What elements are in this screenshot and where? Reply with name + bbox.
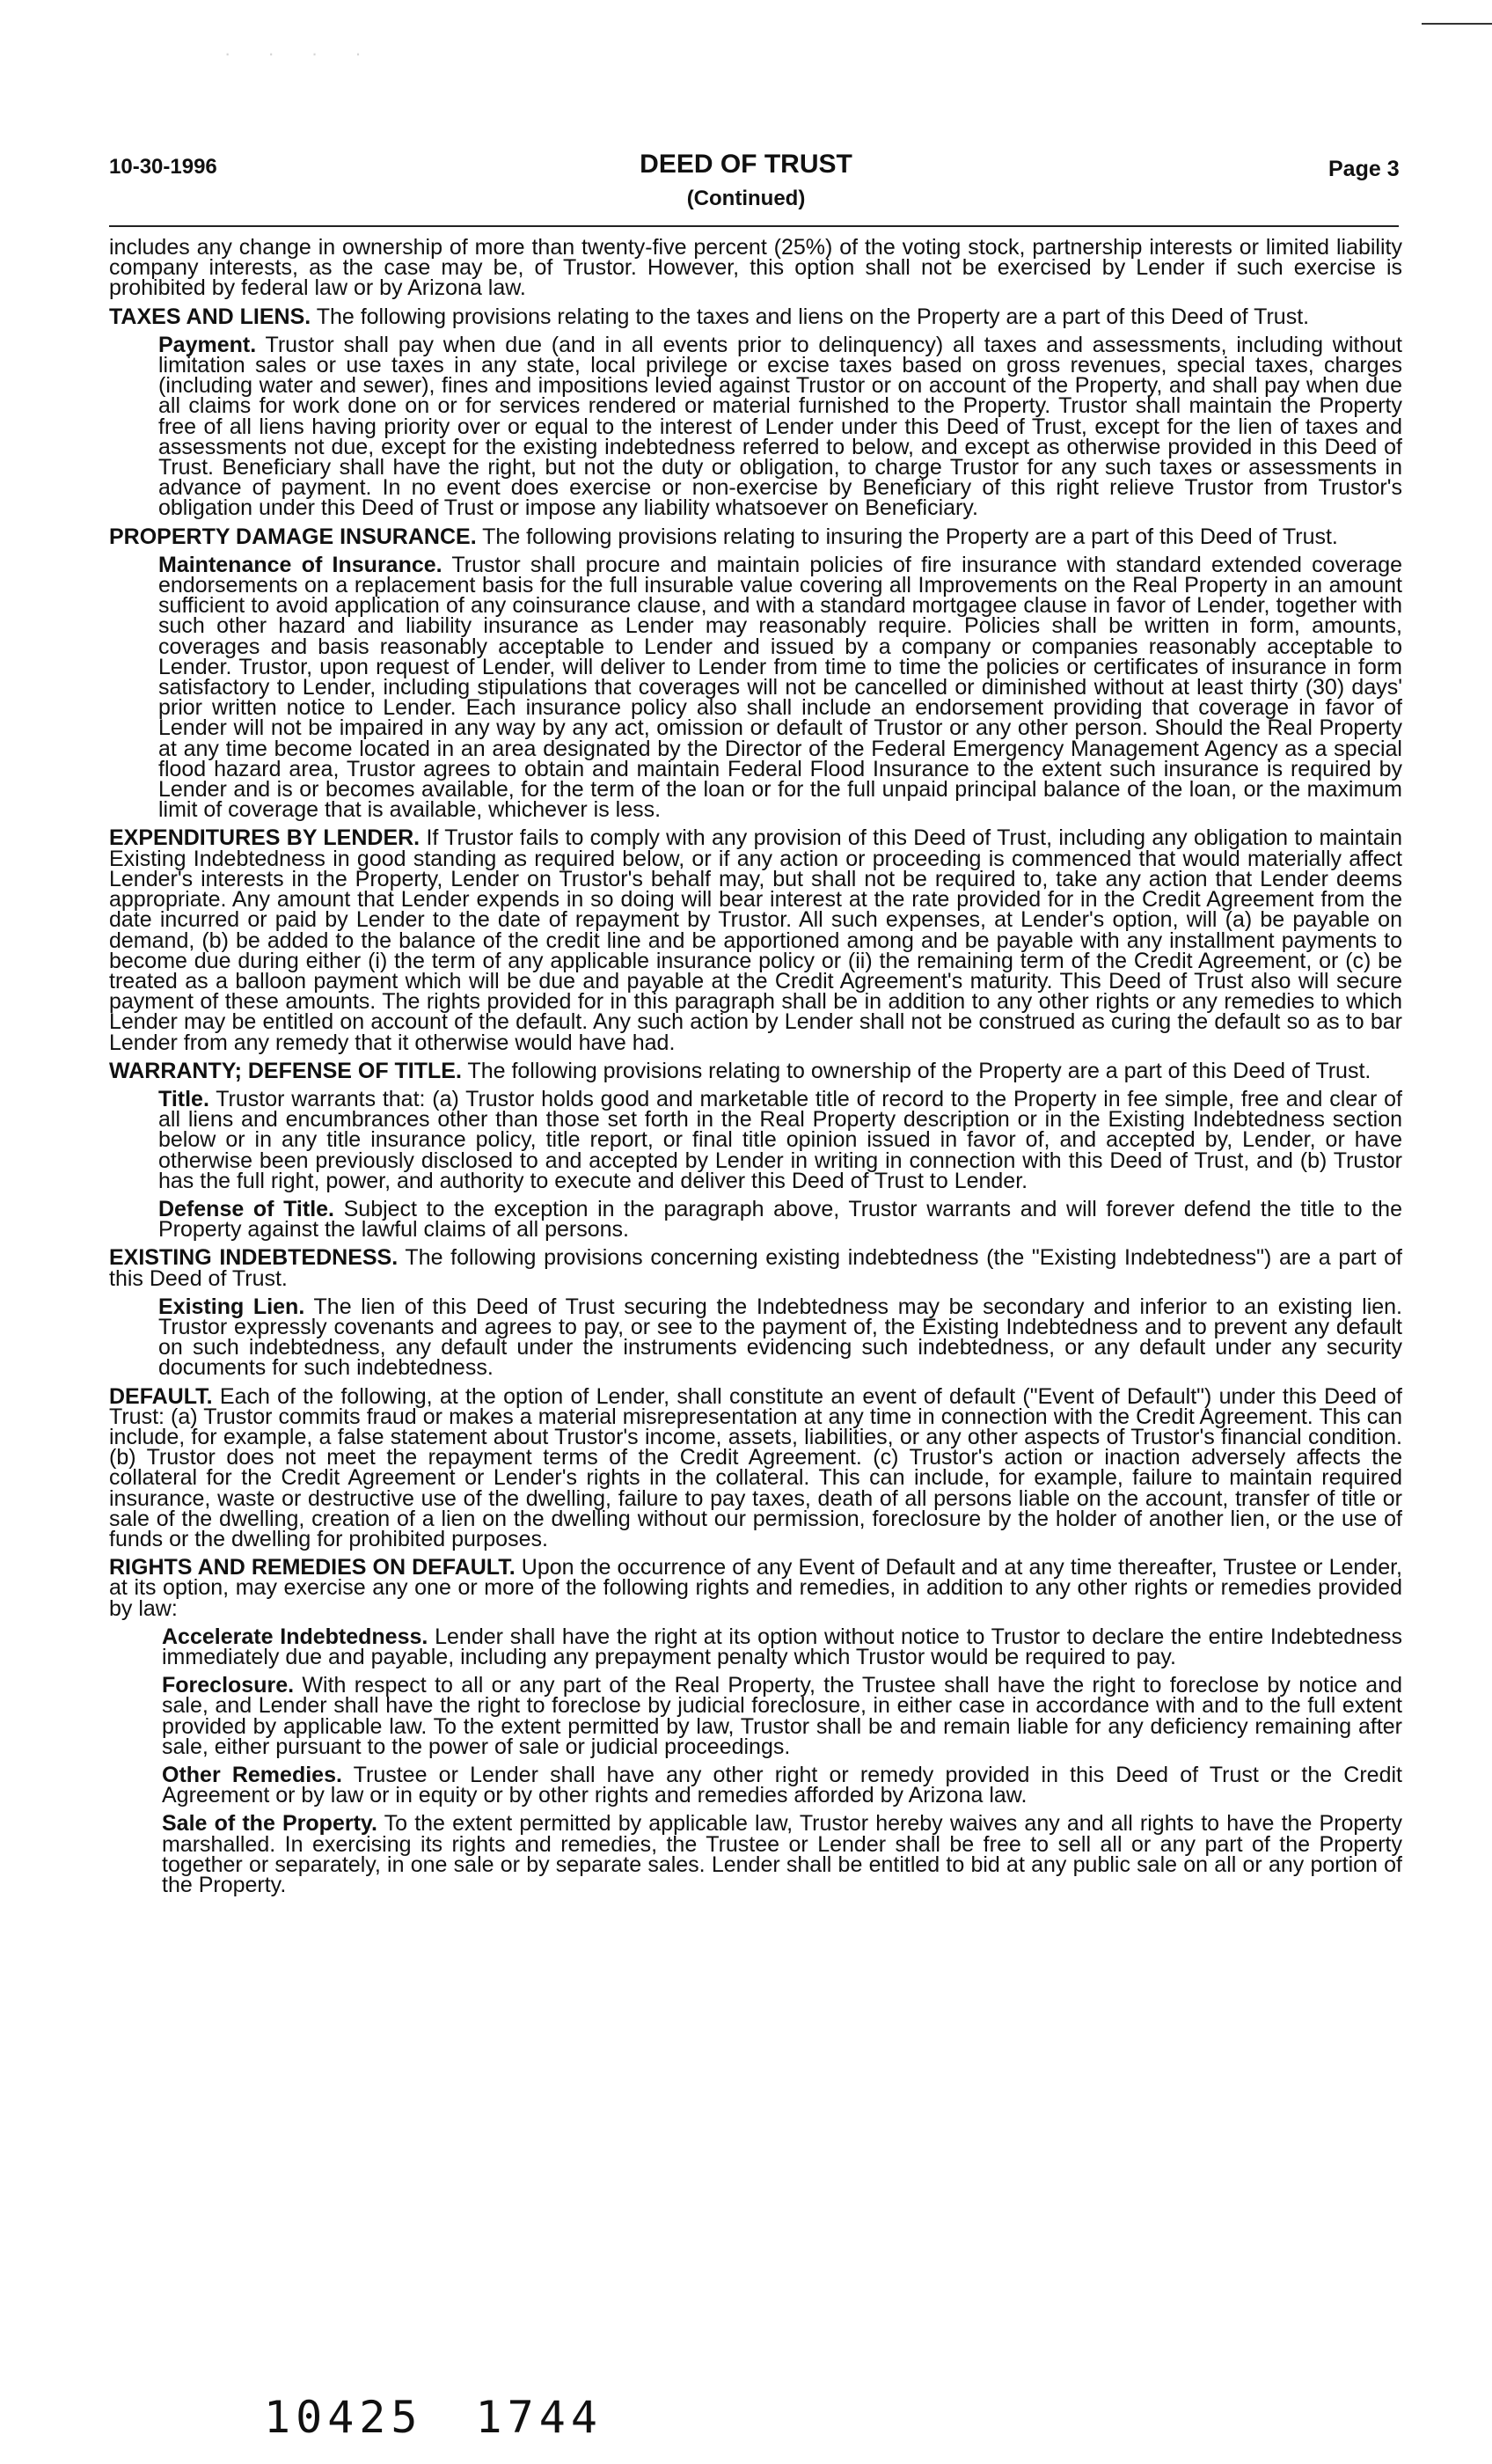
faint-stamp-smudge: · · · · [224, 42, 377, 64]
paragraph-text: To the extent permitted by applicable law, Trustor hereby waives any and all rights to have the Property marshalled. In exercising its rights and remedies, the Trustee or Lender shall be free to sell all or any part of the Property together or separately, in one sale or by separate sales. Lender shall be entitled to bid at any public sale on all or any portion of the Property. [162, 1811, 1402, 1898]
paragraph-text: Trustee or Lender shall have any other right or remedy provided in this Deed of Trust or the Credit Agreement or by law or in equity or by other rights and remedies afforded by Arizona law. [162, 1763, 1402, 1808]
paragraph-text: The following provisions concerning existing indebtedness (the "Existing Indebtedness") are a part of this Deed of Trust. [109, 1245, 1402, 1291]
section-heading: WARRANTY; DEFENSE OF TITLE. [109, 1058, 462, 1083]
page-number: Page 3 [1328, 157, 1400, 181]
subsection-heading: Payment. [158, 332, 257, 357]
subsection-heading: Defense of Title. [158, 1196, 334, 1221]
corner-mark [1422, 23, 1492, 25]
subsection-heading: Maintenance of Insurance. [158, 552, 442, 577]
subsection-heading: Other Remedies. [162, 1763, 342, 1788]
section-default [109, 1383, 1402, 1551]
paragraph-text: The lien of this Deed of Trust securing the Indebtedness may be secondary and inferior to an existing lien. Trustor expressly covenants and agrees to pay, or see to the payment of, the Existing Indebtedness and to prevent any default on such indebtedness, any default under the instruments evidencing such indebtedness, or any default under any security documents for such indebtedness. [158, 1294, 1403, 1381]
section-heading: EXPENDITURES BY LENDER. [109, 825, 421, 851]
subsection-foreclosure [162, 1673, 1403, 1759]
header-date: 10-30-1996 [109, 155, 217, 179]
paragraph-text: Lender shall have the right at its option without notice to Trustor to declare the entire Indebtedness immediately due and payable, including any prepayment penalty which Trustor would be required to pay. [162, 1624, 1403, 1669]
section-heading: EXISTING INDEBTEDNESS. [109, 1245, 399, 1271]
subsection-defense-of-title [158, 1196, 1402, 1243]
paragraph-text: The following provisions relating to the taxes and liens on the Property are a part of this Deed of Trust. [316, 304, 1310, 329]
subsection-heading: Accelerate Indebtedness. [162, 1624, 428, 1649]
subsection-heading: Existing Lien. [158, 1294, 305, 1319]
header-rule [109, 225, 1399, 227]
subsection-heading: Sale of the Property. [162, 1811, 377, 1837]
paragraph-text: includes any change in ownership of more than twenty-five percent (25%) of the voting stock, partnership interests or limited liability company interests, as the case may be, of Trustor. However, this option shall not be exercised by Lender if such exercise is prohibited by federal law or by Arizona law. [109, 235, 1402, 301]
paragraph-text: Each of the following, at the option of Lender, shall constitute an event of default ("Event of Default") under this Deed of Trust: (a) Trustor commits fraud or makes a material misrepresentation at any time in connection with the Credit Agreement. This can include, for example, a false statement about Trustor's income, assets, liabilities, or any other aspects of Trustor's financial condition. (b) Trustor does not meet the repayment terms of the Credit Agreement. (c) Trustor's action or inaction adversely affects the collateral for the Credit Agreement or Lender's rights in the collateral. This can include, for example, failure to maintain required insurance, waste or destructive use of the dwelling, failure to pay taxes, death of all persons liable on the account, transfer of title or sale of the dwelling, creation of a lien on the dwelling without our permission, foreclosure by the holder of another lien, or the use of funds or the dwelling for prohibited purposes. [109, 1383, 1402, 1551]
section-warranty-defense-of-title [109, 1058, 1402, 1083]
section-existing-indebtedness [109, 1245, 1402, 1291]
paragraph-text: The following provisions relating to insuring the Property are a part of this Deed of Trust. [482, 524, 1338, 549]
subsection-payment [158, 332, 1403, 521]
section-taxes-and-liens [109, 304, 1402, 329]
paragraph-continuation [109, 235, 1402, 301]
subsection-maintenance-of-insurance [158, 552, 1403, 823]
handwritten-number-1: 10425 [264, 2392, 423, 2443]
subsection-title [158, 1086, 1402, 1193]
document-title: DEED OF TRUST [640, 150, 852, 179]
section-heading: RIGHTS AND REMEDIES ON DEFAULT. [109, 1555, 516, 1580]
subsection-heading: Foreclosure. [162, 1673, 295, 1698]
section-property-damage-insurance [109, 524, 1402, 549]
subsection-heading: Title. [158, 1086, 209, 1111]
section-heading: DEFAULT. [109, 1383, 213, 1409]
section-expenditures-by-lender [109, 825, 1402, 1055]
subsection-other-remedies [162, 1765, 1402, 1806]
paragraph-text: Subject to the exception in the paragraph above, Trustor warrants and will forever defend the title to the Property against the lawful claims of all persons. [158, 1196, 1402, 1243]
document-body [109, 235, 1403, 1903]
section-heading: TAXES AND LIENS. [109, 304, 311, 329]
subsection-accelerate-indebtedness [162, 1624, 1403, 1669]
subsection-sale-of-the-property [162, 1811, 1402, 1898]
paragraph-text: Upon the occurrence of any Event of Default and at any time thereafter, Trustee or Lender, at its option, may exercise any one or more of the following rights and remedies, in addition to any other rights or remedies provided by law: [109, 1555, 1402, 1621]
handwritten-recording-numbers [264, 2392, 655, 2443]
document-subtitle: (Continued) [686, 187, 806, 210]
handwritten-number-2: 1744 [475, 2392, 603, 2443]
paragraph-text: With respect to all or any part of the Real Property, the Trustee shall have the right to foreclose by notice and sale, and Lender shall have the right to foreclose by judicial foreclosure, in either case in accordance with and to the full extent provided by applicable law. To the extent permitted by law, Trustor shall be and remain liable for any deficiency remaining after sale, either pursuant to the power of sale or judicial proceedings. [162, 1673, 1403, 1759]
paragraph-text: The following provisions relating to ownership of the Property are a part of this Deed of Trust. [467, 1058, 1371, 1083]
paragraph-text: Trustor shall procure and maintain policies of fire insurance with standard extended coverage endorsements on a replacement basis for the full insurable value covering all Improvements on the Real Property in an amount sufficient to avoid application of any coinsurance clause, and with a standard mortgagee clause in favor of Lender, together with such other hazard and liability insurance as Lender may reasonably require. Policies shall be written in form, amounts, coverages and basis reasonably acceptable to Lender and issued by a company or companies reasonably acceptable to Lender. Trustor, upon request of Lender, will deliver to Lender from time to time the policies or certificates of insurance in form satisfactory to Lender, including stipulations that coverages will not be cancelled or diminished without at least thirty (30) days' prior written notice to Lender. Each insurance policy also shall include an endorsement providing that coverage in favor of Lender will not be impaired in any way by any act, omission or default of Trustor or any other person. Should the Real Property at any time become located in an area designated by the Director of the Federal Emergency Management Agency as a special flood hazard area, Trustor agrees to obtain and maintain Federal Flood Insurance to the extent such insurance is required by Lender and is or becomes available, for the term of the loan or for the full unpaid principal balance of the loan, or the maximum limit of coverage that is available, whichever is less. [158, 552, 1403, 823]
paragraph-text: Trustor shall pay when due (and in all events prior to delinquency) all taxes and assessments, including without limitation sales or use taxes in any state, local privilege or excise taxes based on gross revenues, special taxes, charges (including water and sewer), fines and impositions levied against Trustor or on account of the Property, and shall pay when due all claims for work done on or for services rendered or material furnished to the Property. Trustor shall maintain the Property free of all liens having priority over or equal to the interest of Lender under this Deed of Trust, except for the lien of taxes and assessments not due, except for the existing indebtedness referred to below, and except as otherwise provided in this Deed of Trust. Beneficiary shall have the right, but not the duty or obligation, to charge Trustor for any such taxes or assessments in advance of payment. In no event does exercise or non-exercise by Beneficiary of this right relieve Trustor from Trustor's obligation under this Deed of Trust or impose any liability whatsoever on Beneficiary. [158, 332, 1403, 521]
paragraph-text: If Trustor fails to comply with any provision of this Deed of Trust, including any obligation to maintain Existing Indebtedness in good standing as required below, or if any action or proceeding is commenced that would materially affect Lender's interests in the Property, Lender on Trustor's behalf may, but shall not be required to, take any action that Lender deems appropriate. Any amount that Lender expends in so doing will bear interest at the rate provided for in the Credit Agreement from the date incurred or paid by Lender to the date of repayment by Trustor. All such expenses, at Lender's option, will (a) be payable on demand, (b) be added to the balance of the credit line and be apportioned among and be payable with any installment payments to become due during either (i) the term of any applicable insurance policy or (ii) the remaining term of the Credit Agreement, or (c) be treated as a balloon payment which will be due and payable at the Credit Agreement's maturity. This Deed of Trust also will secure payment of these amounts. The rights provided for in this paragraph shall be in addition to any other rights or any remedies to which Lender may be entitled on account of the default. Any such action by Lender shall not be construed as curing the default so as to bar Lender from any remedy that it otherwise would have had. [109, 825, 1402, 1055]
section-rights-and-remedies [109, 1555, 1402, 1621]
subsection-existing-lien [158, 1294, 1403, 1381]
paragraph-text: Trustor warrants that: (a) Trustor holds good and marketable title of record to the Property in fee simple, free and clear of all liens and encumbrances other than those set forth in the Real Property description or in the Existing Indebtedness section below or in any title insurance policy, title report, or final title opinion issued in favor of, and accepted by, Lender, or have otherwise been previously disclosed to and accepted by Lender in writing in connection with this Deed of Trust, and (b) Trustor has the full right, power, and authority to execute and deliver this Deed of Trust to Lender. [158, 1086, 1402, 1193]
section-heading: PROPERTY DAMAGE INSURANCE. [109, 524, 477, 549]
